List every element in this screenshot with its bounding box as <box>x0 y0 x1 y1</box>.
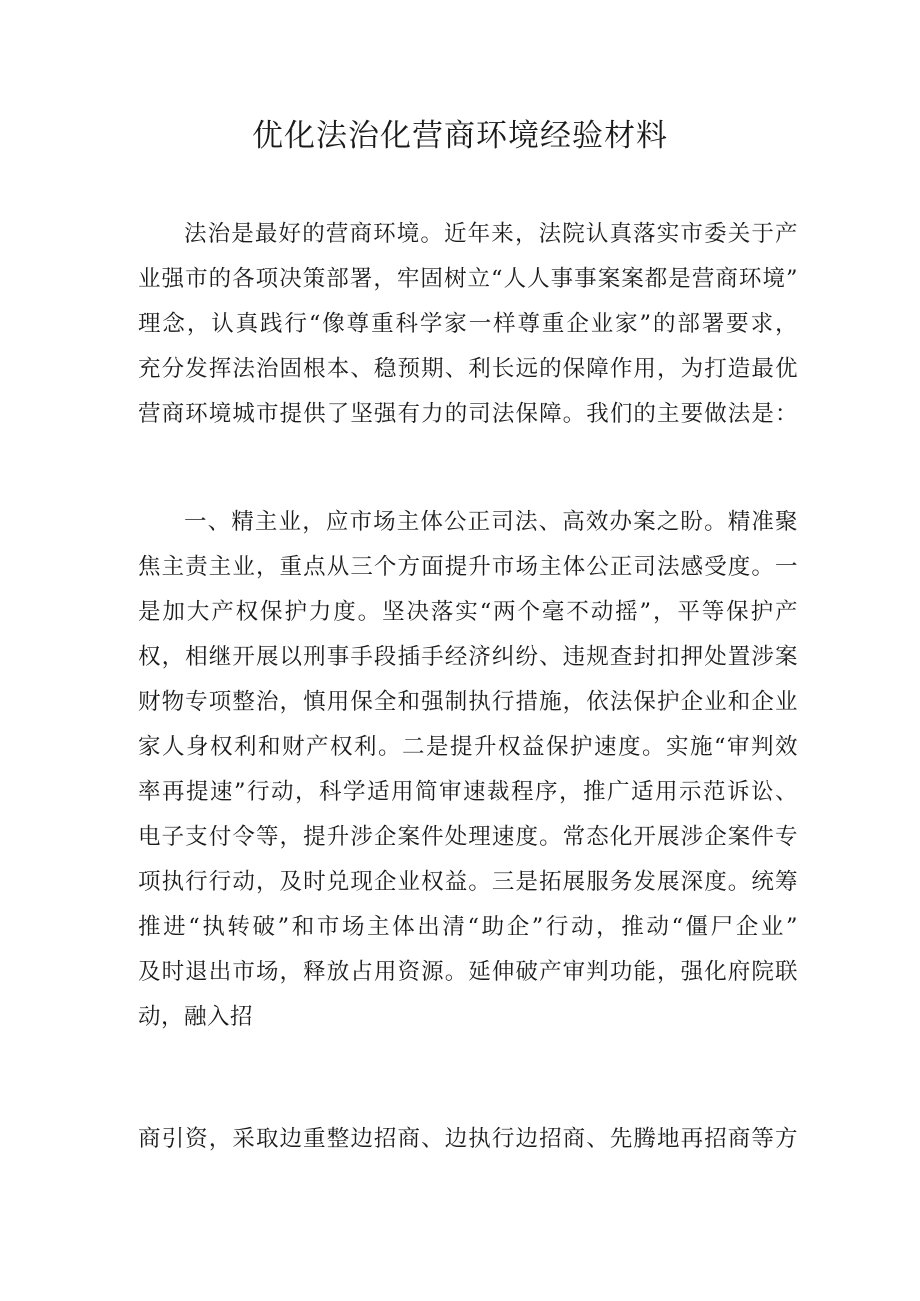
text-line: 是加大产权保护力度。坚决落实“两个毫不动摇”，平等保护产 <box>138 599 798 625</box>
text-line: 一、精主业，应市场主体公正司法、高效办案之盼。精准聚 <box>184 509 798 535</box>
text-line: 营商环境城市提供了坚强有力的司法保障。我们的主要做法是： <box>138 401 798 427</box>
text-line: 权，相继开展以刑事手段插手经济纠纷、违规查封扣押处置涉案 <box>138 644 798 670</box>
text-line: 项执行行动，及时兑现企业权益。三是拓展服务发展深度。统筹 <box>138 869 798 895</box>
text-line: 法治是最好的营商环境。近年来，法院认真落实市委关于产 <box>184 221 798 247</box>
text-line: 率再提速”行动，科学适用简审速裁程序，推广适用示范诉讼、 <box>138 779 798 805</box>
text-line: 推进“执转破”和市场主体出清“助企”行动，推动“僵尸企业” <box>138 914 798 940</box>
text-line: 及时退出市场，释放占用资源。延伸破产审判功能，强化府院联 <box>138 959 798 985</box>
text-line: 理念，认真践行“像尊重科学家一样尊重企业家”的部署要求， <box>138 311 798 337</box>
text-line: 业强市的各项决策部署，牢固树立“人人事事案案都是营商环境” <box>138 266 798 292</box>
text-line: 商引资，采取边重整边招商、边执行边招商、先腾地再招商等方 <box>138 1126 798 1152</box>
text-line: 充分发挥法治固根本、稳预期、利长远的保障作用，为打造最优 <box>138 356 798 382</box>
paragraph-continuation <box>138 1117 798 1162</box>
text-line: 焦主责主业，重点从三个方面提升市场主体公正司法感受度。一 <box>138 554 798 580</box>
paragraph-section-one <box>138 500 798 1040</box>
text-line: 家人身权利和财产权利。二是提升权益保护速度。实施“审判效 <box>138 734 798 760</box>
text-line: 电子支付令等，提升涉企案件处理速度。常态化开展涉企案件专 <box>138 824 798 850</box>
text-line: 动，融入招 <box>138 1004 254 1030</box>
text-line: 财物专项整治，慎用保全和强制执行措施，依法保护企业和企业 <box>138 689 798 715</box>
document-title: 优化法治化营商环境经验材料 <box>252 118 668 154</box>
paragraph-intro <box>138 212 798 437</box>
